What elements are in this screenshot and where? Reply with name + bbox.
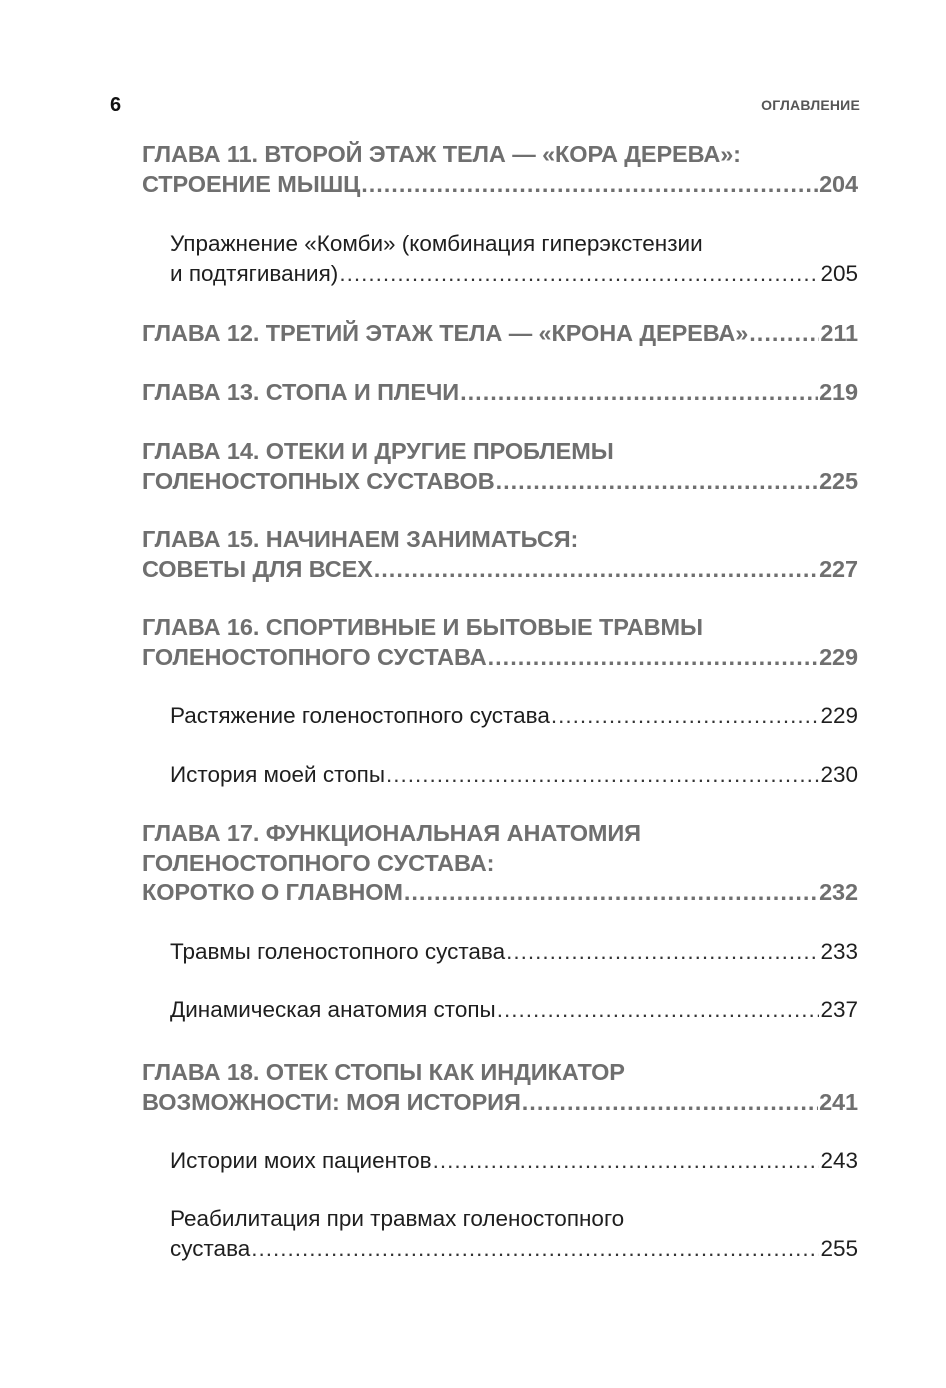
dot-leader (497, 995, 820, 1025)
dot-leader (749, 319, 819, 349)
dot-leader (361, 170, 818, 200)
dot-leader (404, 878, 818, 908)
toc-entry-title: Травмы голеностопного сустава (170, 939, 506, 964)
toc-entry-chapter[interactable] (142, 378, 858, 408)
toc-page-number: 227 (819, 555, 858, 582)
table-of-contents (142, 140, 858, 1263)
running-head: ОГЛАВЛЕНИЕ (761, 97, 860, 113)
dot-leader (506, 937, 819, 967)
toc-page-number: 241 (819, 1088, 858, 1115)
toc-entry-section[interactable] (142, 1146, 858, 1176)
dot-leader (433, 1146, 820, 1176)
dot-leader (339, 259, 819, 289)
toc-entry-chapter[interactable] (142, 525, 858, 584)
toc-entry-chapter[interactable] (142, 140, 858, 199)
toc-entry-title: ВОЗМОЖНОСТИ: МОЯ ИСТОРИЯ (142, 1088, 521, 1115)
toc-entry-title: ГОЛЕНОСТОПНЫХ СУСТАВОВ (142, 467, 495, 494)
toc-entry-line: ГОЛЕНОСТОПНОГО СУСТАВА: (142, 849, 495, 876)
toc-page-number: 225 (819, 467, 858, 494)
toc-page-number: 233 (820, 939, 858, 964)
toc-page-number: 219 (819, 379, 858, 405)
dot-leader (386, 760, 819, 790)
toc-page-number: 204 (819, 170, 858, 197)
page-number: 6 (110, 94, 122, 116)
toc-entry-title: СТРОЕНИЕ МЫШЦ (142, 170, 361, 197)
dot-leader (251, 1234, 819, 1264)
toc-entry-line: ГЛАВА 18. ОТЕК СТОПЫ КАК ИНДИКАТОР (142, 1059, 625, 1085)
toc-entry-line: Упражнение «Комби» (комбинация гиперэкстензии (170, 231, 703, 256)
toc-page-number: 255 (820, 1235, 858, 1261)
dot-leader (496, 467, 819, 497)
toc-entry-chapter[interactable] (142, 319, 858, 349)
toc-page-number: 243 (820, 1148, 858, 1173)
toc-entry-section[interactable] (142, 760, 858, 790)
toc-entry-line: ГЛАВА 15. НАЧИНАЕМ ЗАНИМАТЬСЯ: (142, 526, 579, 552)
dot-leader (460, 378, 818, 408)
dot-leader (551, 701, 820, 731)
toc-entry-title: ГЛАВА 13. СТОПА И ПЛЕЧИ (142, 379, 460, 405)
toc-entry-line: ГЛАВА 11. ВТОРОЙ ЭТАЖ ТЕЛА — «КОРА ДЕРЕВА»: (142, 141, 741, 167)
toc-entry-section[interactable] (142, 995, 858, 1025)
toc-entry-line: ГЛАВА 14. ОТЕКИ И ДРУГИЕ ПРОБЛЕМЫ (142, 438, 614, 464)
toc-entry-title: СОВЕТЫ ДЛЯ ВСЕХ (142, 555, 373, 582)
toc-page-number: 232 (819, 879, 858, 905)
toc-entry-chapter[interactable] (142, 613, 858, 672)
toc-entry-chapter[interactable] (142, 819, 858, 908)
toc-entry-section[interactable] (142, 1204, 858, 1263)
toc-entry-title: и подтягивания) (170, 260, 339, 286)
toc-entry-chapter[interactable] (142, 1058, 858, 1117)
toc-entry-chapter[interactable] (142, 437, 858, 496)
toc-entry-line: ГЛАВА 16. СПОРТИВНЫЕ И БЫТОВЫЕ ТРАВМЫ (142, 614, 703, 640)
toc-entry-title: КОРОТКО О ГЛАВНОМ (142, 879, 403, 905)
toc-entry-title: Динамическая анатомия стопы (170, 997, 496, 1022)
toc-entry-title: История моей стопы (170, 762, 385, 787)
toc-entry-line: Реабилитация при травмах голеностопного (170, 1206, 625, 1231)
toc-entry-section[interactable] (142, 937, 858, 967)
toc-entry-title: ГЛАВА 12. ТРЕТИЙ ЭТАЖ ТЕЛА — «КРОНА ДЕРЕВА» (142, 320, 749, 346)
toc-entry-title: ГОЛЕНОСТОПНОГО СУСТАВА (142, 643, 487, 670)
toc-entry-title: сустава (170, 1235, 251, 1261)
dot-leader (522, 1088, 818, 1118)
dot-leader (374, 555, 818, 585)
toc-entry-title: Истории моих пациентов (170, 1148, 432, 1173)
dot-leader (488, 643, 818, 673)
toc-entry-title: Растяжение голеностопного сустава (170, 703, 550, 728)
toc-entry-section[interactable] (142, 229, 858, 288)
toc-page-number: 229 (820, 703, 858, 728)
toc-page-number: 211 (820, 320, 858, 346)
toc-entry-line: ГЛАВА 17. ФУНКЦИОНАЛЬНАЯ АНАТОМИЯ (142, 820, 641, 846)
toc-page-number: 205 (820, 260, 858, 286)
toc-page-number: 229 (819, 643, 858, 670)
toc-page-number: 237 (820, 997, 858, 1022)
toc-page-number: 230 (820, 762, 858, 787)
toc-entry-section[interactable] (142, 701, 858, 731)
